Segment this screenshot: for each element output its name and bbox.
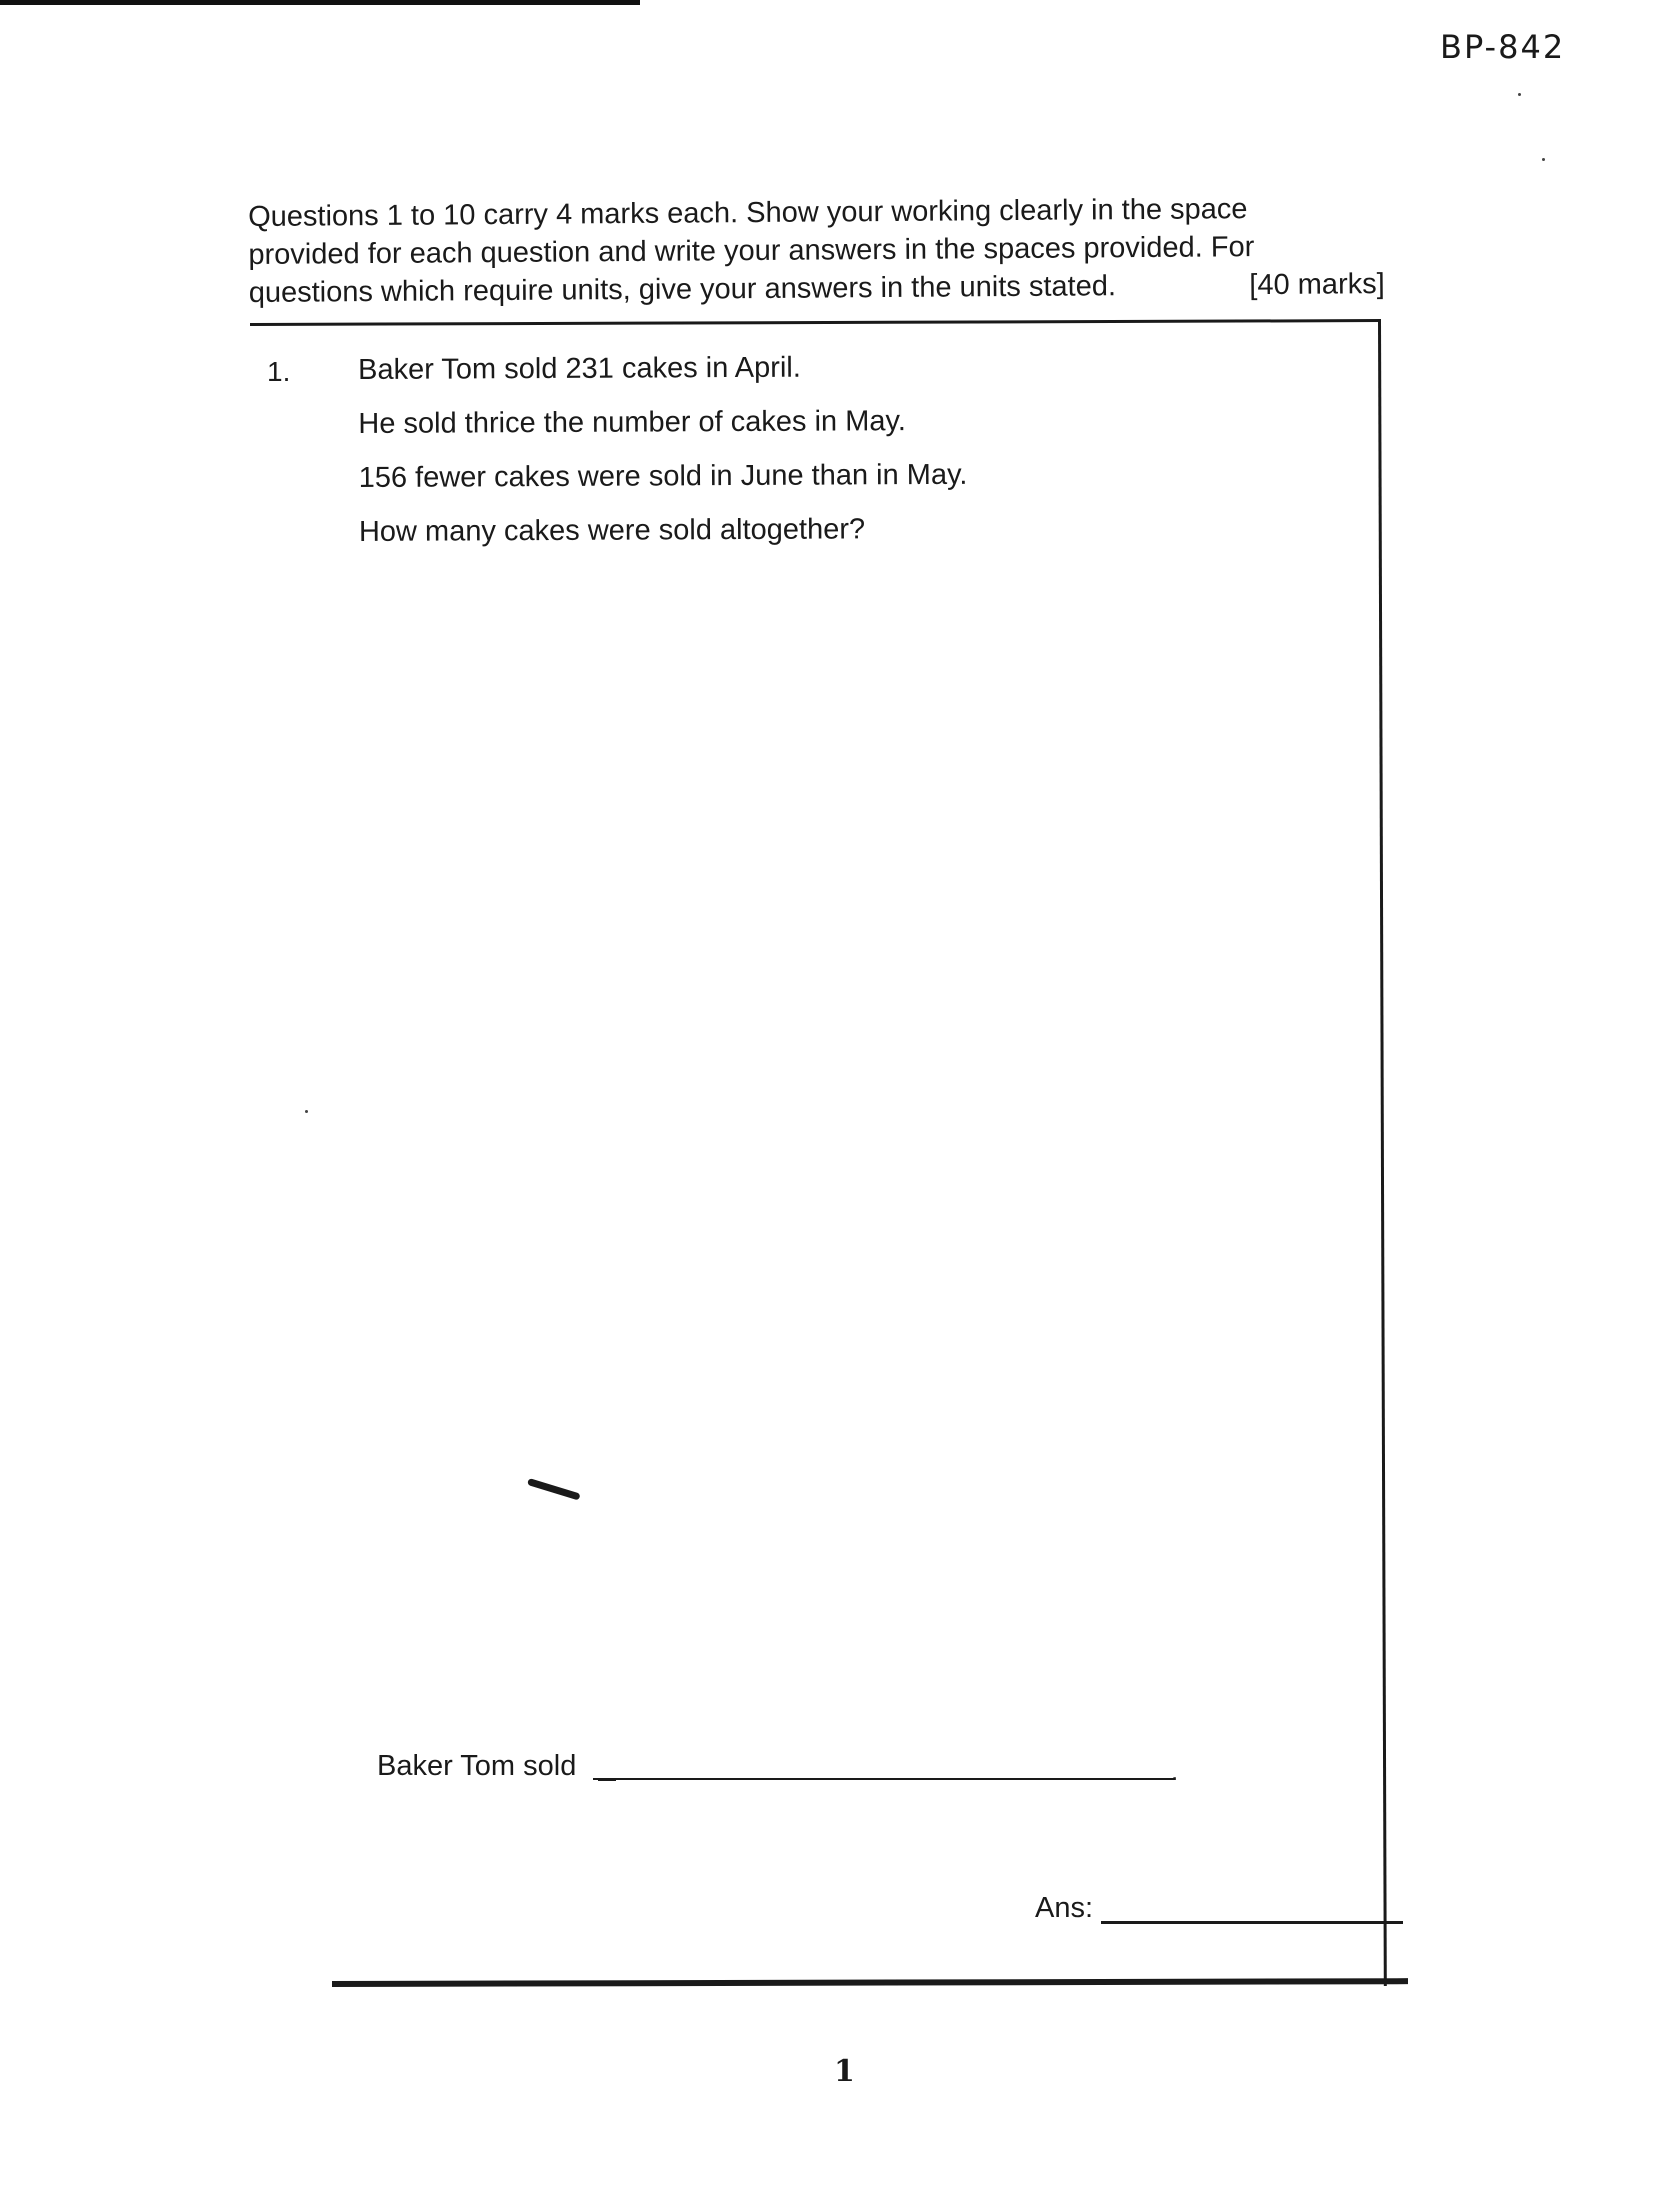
question-line-2: He sold thrice the number of cakes in May. [358,405,906,440]
instructions [248,189,1385,312]
scan-speck [305,1110,308,1113]
answer-sentence-blank[interactable] [593,1778,1175,1780]
question-number: 1. [267,356,291,387]
answer-sentence-period: . [1171,1756,1179,1786]
question-text [358,349,968,568]
instructions-line-1: Questions 1 to 10 carry 4 marks each. Show your working clearly in the space [248,193,1248,233]
scan-speck [1518,93,1521,96]
ans-line[interactable] [1101,1921,1403,1924]
total-marks: [40 marks] [1249,268,1385,302]
instructions-line-3-text: questions which require units, give your answers in the units stated. [248,270,1117,309]
scan-speck [1542,158,1545,161]
top-edge-line [0,0,640,5]
instructions-line-2: provided for each question and write your answers in the spaces provided. For [248,231,1255,271]
answer-sentence-prefix: Baker Tom sold [377,1750,577,1782]
question-line-1: Baker Tom sold 231 cakes in April. [358,351,801,386]
question-box [250,319,1387,1990]
question-line-4: How many cakes were sold altogether? [358,513,866,548]
document-code: BP-842 [1440,28,1566,66]
question-line-3: 156 fewer cakes were sold in June than in May. [358,458,968,494]
ans-label: Ans: [1035,1892,1094,1924]
page-number: 1 [834,2054,855,2089]
instructions-line-3 [249,265,1385,312]
